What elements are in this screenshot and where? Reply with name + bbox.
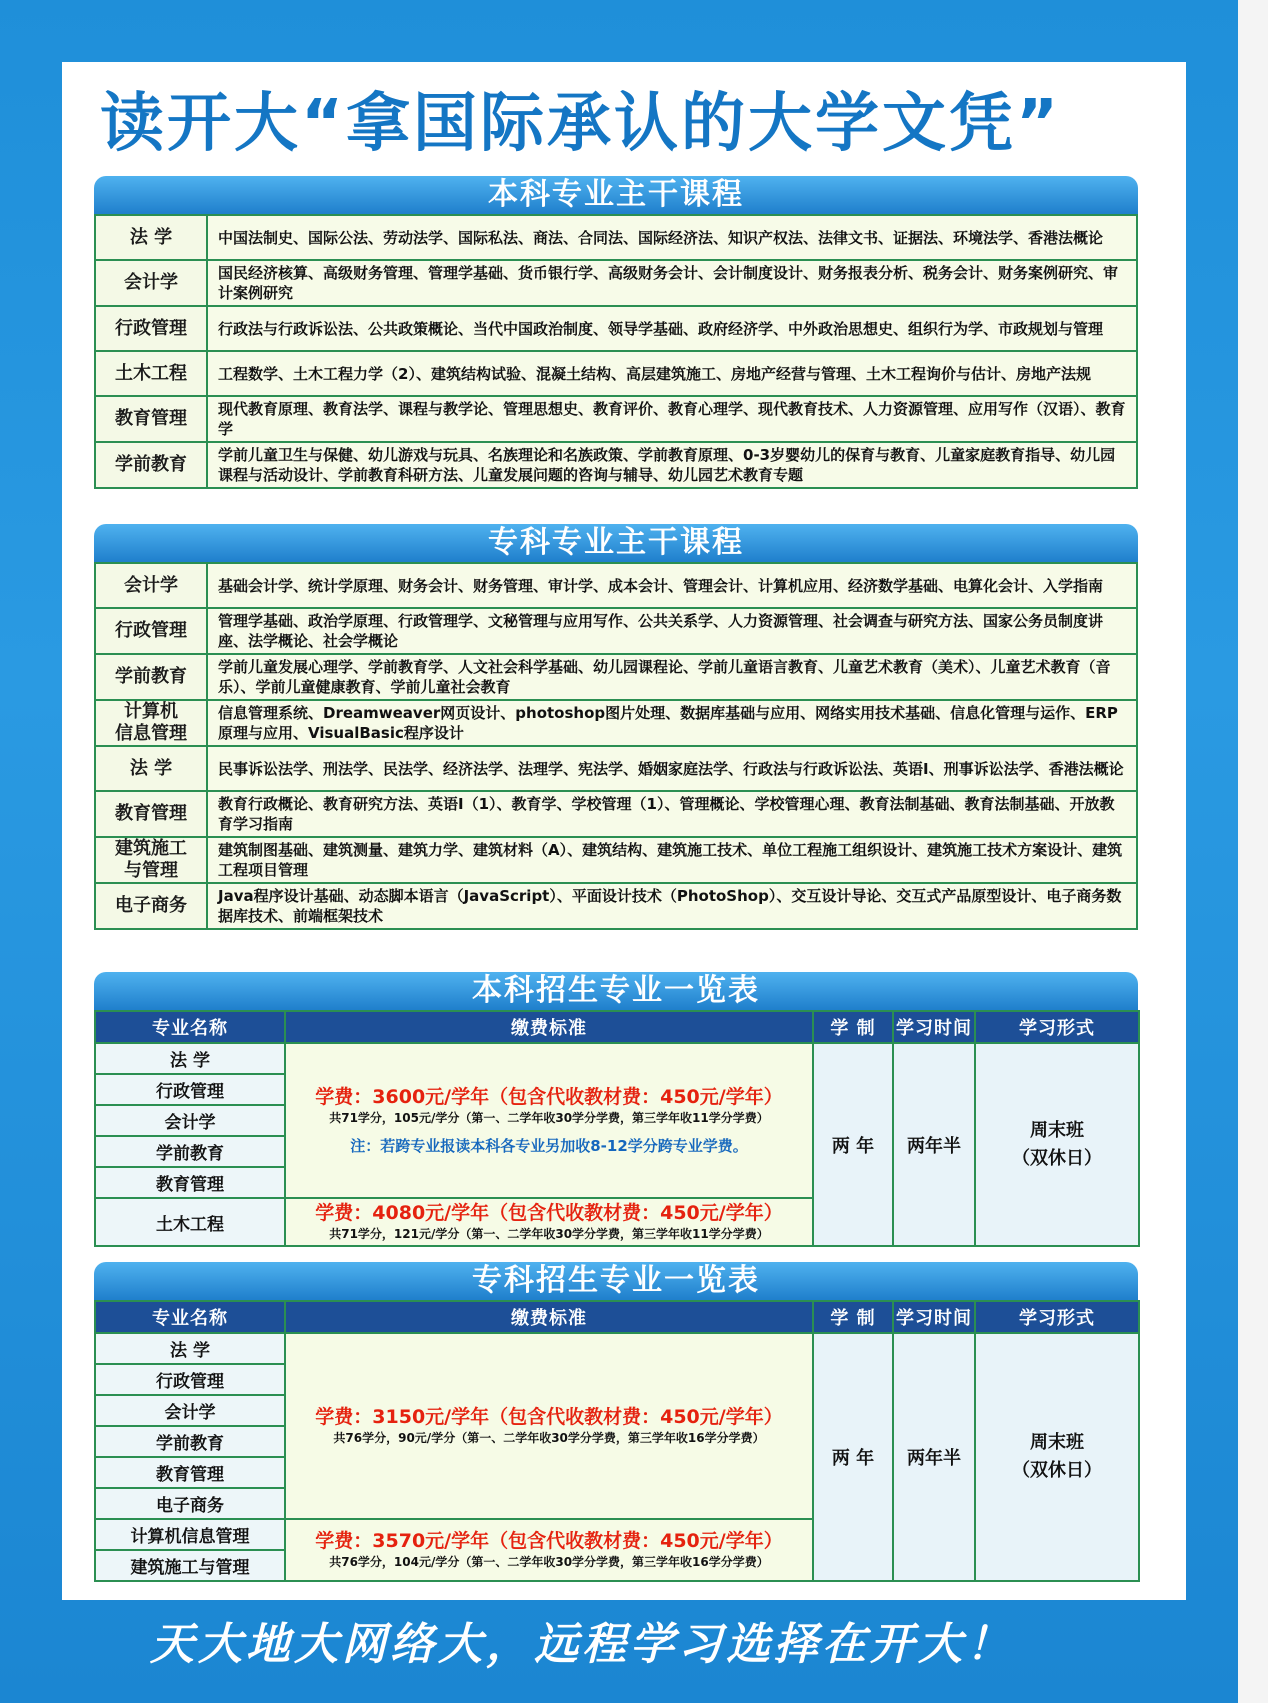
table-header-row bbox=[95, 1301, 1139, 1333]
course-list: Java程序设计基础、动态脚本语言（JavaScript）、平面设计技术（PhotoShop）、交互设计导论、交互式产品原型设计、电子商务数据库技术、前端框架技术 bbox=[207, 883, 1137, 929]
fee-detail: 共71学分，105元/学分（第一、二学年收30学分学费，第三学年收11学分学费） bbox=[329, 1110, 769, 1125]
page-title: 读开大“拿国际承认的大学文凭” bbox=[100, 87, 1062, 161]
course-row bbox=[95, 396, 1137, 442]
duration-cell: 两 年 bbox=[813, 1043, 893, 1246]
col-study-form: 学习形式 bbox=[975, 1011, 1139, 1043]
fee-detail: 共71学分，121元/学分（第一、二学年收30学分学费，第三学年收11学分学费） bbox=[329, 1227, 769, 1241]
fee-cell bbox=[285, 1519, 813, 1581]
course-row bbox=[95, 837, 1137, 883]
undergrad-courses-table bbox=[94, 214, 1138, 489]
col-study-time: 学习时间 bbox=[893, 1011, 975, 1043]
course-row bbox=[95, 563, 1137, 608]
college-courses-section bbox=[94, 524, 1138, 930]
course-list: 现代教育原理、教育法学、课程与教学论、管理思想史、教育评价、教育心理学、现代教育技术、人力资源管理、应用写作（汉语）、教育学 bbox=[207, 396, 1137, 442]
course-major-name: 会计学 bbox=[95, 260, 207, 306]
major-name: 计算机信息管理 bbox=[95, 1519, 285, 1550]
table-header-row bbox=[95, 1011, 1139, 1043]
course-list: 基础会计学、统计学原理、财务会计、财务管理、审计学、成本会计、管理会计、计算机应用、经济数学基础、电算化会计、入学指南 bbox=[207, 563, 1137, 608]
major-name: 建筑施工与管理 bbox=[95, 1550, 285, 1581]
study-form-line1: 周末班 bbox=[1030, 1432, 1084, 1453]
table-row bbox=[95, 1333, 1139, 1364]
course-list: 民事诉讼法学、刑法学、民法学、经济法学、法理学、宪法学、婚姻家庭法学、行政法与行政诉讼法、英语I、刑事诉讼法学、香港法概论 bbox=[207, 746, 1137, 791]
course-list: 建筑制图基础、建筑测量、建筑力学、建筑材料（A）、建筑结构、建筑施工技术、单位工程施工组织设计、建筑施工技术方案设计、建筑工程项目管理 bbox=[207, 837, 1137, 883]
col-fee: 缴费标准 bbox=[285, 1011, 813, 1043]
major-name: 学前教育 bbox=[95, 1136, 285, 1167]
fee-standard: 学费：4080元/学年（包含代收教材费：450元/学年） bbox=[315, 1202, 783, 1224]
course-major-name: 法 学 bbox=[95, 215, 207, 260]
col-study-time: 学习时间 bbox=[893, 1301, 975, 1333]
course-list: 学前儿童卫生与保健、幼儿游戏与玩具、名族理论和名族政策、学前教育原理、0-3岁婴幼儿的保育与教育、儿童家庭教育指导、幼儿园课程与活动设计、学前教育科研方法、儿童发展问题的咨询与辅导、幼儿园艺术教育专题 bbox=[207, 442, 1137, 488]
course-row bbox=[95, 608, 1137, 654]
major-name: 会计学 bbox=[95, 1105, 285, 1136]
undergrad-enroll-section bbox=[94, 972, 1138, 1247]
major-name: 学前教育 bbox=[95, 1426, 285, 1457]
course-row bbox=[95, 306, 1137, 351]
major-name: 电子商务 bbox=[95, 1488, 285, 1519]
col-duration: 学 制 bbox=[813, 1301, 893, 1333]
slogan: 天大地大网络大，远程学习选择在开大！ bbox=[150, 1619, 1014, 1670]
course-major-name: 行政管理 bbox=[95, 306, 207, 351]
duration-cell: 两 年 bbox=[813, 1333, 893, 1581]
study-form-line2: （双休日） bbox=[1012, 1147, 1102, 1169]
study-form-line1: 周末班 bbox=[1030, 1119, 1084, 1141]
study-form-cell bbox=[975, 1043, 1139, 1246]
course-row bbox=[95, 351, 1137, 396]
course-major-name: 法 学 bbox=[95, 746, 207, 791]
course-major-name: 教育管理 bbox=[95, 396, 207, 442]
course-row bbox=[95, 791, 1137, 837]
major-name: 行政管理 bbox=[95, 1074, 285, 1105]
course-list: 管理学基础、政治学原理、行政管理学、文秘管理与应用写作、公共关系学、人力资源管理、社会调查与研究方法、国家公务员制度讲座、法学概论、社会学概论 bbox=[207, 608, 1137, 654]
course-row bbox=[95, 700, 1137, 746]
col-fee: 缴费标准 bbox=[285, 1301, 813, 1333]
undergrad-courses-heading: 本科专业主干课程 bbox=[94, 176, 1138, 214]
study-time-cell: 两年半 bbox=[893, 1043, 975, 1246]
study-form-line2: （双休日） bbox=[1012, 1460, 1102, 1481]
major-name: 土木工程 bbox=[95, 1198, 285, 1246]
course-list: 国民经济核算、高级财务管理、管理学基础、货币银行学、高级财务会计、会计制度设计、财务报表分析、税务会计、财务案例研究、审计案例研究 bbox=[207, 260, 1137, 306]
undergrad-courses-section bbox=[94, 176, 1138, 489]
college-enroll-table bbox=[94, 1300, 1140, 1582]
fee-standard: 学费：3570元/学年（包含代收教材费：450元/学年） bbox=[315, 1530, 783, 1552]
undergrad-enroll-heading: 本科招生专业一览表 bbox=[94, 972, 1138, 1010]
course-row bbox=[95, 442, 1137, 488]
course-row bbox=[95, 654, 1137, 700]
fee-cell bbox=[285, 1333, 813, 1519]
table-row bbox=[95, 1043, 1139, 1074]
col-major: 专业名称 bbox=[95, 1301, 285, 1333]
college-enroll-heading: 专科招生专业一览表 bbox=[94, 1262, 1138, 1300]
course-list: 行政法与行政诉讼法、公共政策概论、当代中国政治制度、领导学基础、政府经济学、中外政治思想史、组织行为学、市政规划与管理 bbox=[207, 306, 1137, 351]
college-enroll-section bbox=[94, 1262, 1138, 1582]
course-list: 学前儿童发展心理学、学前教育学、人文社会科学基础、幼儿园课程论、学前儿童语言教育、儿童艺术教育（美术）、儿童艺术教育（音乐）、学前儿童健康教育、学前儿童社会教育 bbox=[207, 654, 1137, 700]
course-major-name: 教育管理 bbox=[95, 791, 207, 837]
fee-standard: 学费：3150元/学年（包含代收教材费：450元/学年） bbox=[315, 1406, 783, 1428]
fee-note: 注：若跨专业报读本科各专业另加收8-12学分跨专业学费。 bbox=[350, 1136, 748, 1155]
course-major-name: 学前教育 bbox=[95, 442, 207, 488]
scan-edge bbox=[1238, 0, 1268, 1703]
course-row bbox=[95, 215, 1137, 260]
course-list: 教育行政概论、教育研究方法、英语Ⅰ（1）、教育学、学校管理（1）、管理概论、学校管理心理、教育法制基础、教育法制基础、开放教育学习指南 bbox=[207, 791, 1137, 837]
course-list: 中国法制史、国际公法、劳动法学、国际私法、商法、合同法、国际经济法、知识产权法、法律文书、证据法、环境法学、香港法概论 bbox=[207, 215, 1137, 260]
course-major-name: 会计学 bbox=[95, 563, 207, 608]
fee-cell bbox=[285, 1198, 813, 1246]
major-name: 教育管理 bbox=[95, 1457, 285, 1488]
course-major-name: 计算机 信息管理 bbox=[95, 700, 207, 746]
course-major-name: 建筑施工 与管理 bbox=[95, 837, 207, 883]
course-row bbox=[95, 260, 1137, 306]
fee-cell bbox=[285, 1043, 813, 1198]
college-courses-table bbox=[94, 562, 1138, 930]
course-list: 信息管理系统、Dreamweaver网页设计、photoshop图片处理、数据库基础与应用、网络实用技术基础、信息化管理与运作、ERP原理与应用、VisualBasic程序设计 bbox=[207, 700, 1137, 746]
course-major-name: 电子商务 bbox=[95, 883, 207, 929]
course-list: 工程数学、土木工程力学（2）、建筑结构试验、混凝土结构、高层建筑施工、房地产经营与管理、土木工程询价与估计、房地产法规 bbox=[207, 351, 1137, 396]
course-row bbox=[95, 883, 1137, 929]
major-name: 法 学 bbox=[95, 1333, 285, 1364]
major-name: 会计学 bbox=[95, 1395, 285, 1426]
study-time-cell: 两年半 bbox=[893, 1333, 975, 1581]
fee-standard: 学费：3600元/学年（包含代收教材费：450元/学年） bbox=[315, 1085, 783, 1108]
college-courses-heading: 专科专业主干课程 bbox=[94, 524, 1138, 562]
major-name: 行政管理 bbox=[95, 1364, 285, 1395]
course-major-name: 学前教育 bbox=[95, 654, 207, 700]
undergrad-enroll-table bbox=[94, 1010, 1140, 1247]
col-study-form: 学习形式 bbox=[975, 1301, 1139, 1333]
course-row bbox=[95, 746, 1137, 791]
course-major-name: 行政管理 bbox=[95, 608, 207, 654]
major-name: 法 学 bbox=[95, 1043, 285, 1074]
col-major: 专业名称 bbox=[95, 1011, 285, 1043]
major-name: 教育管理 bbox=[95, 1167, 285, 1198]
fee-detail: 共76学分，90元/学分（第一、二学年收30学分学费，第三学年收16学分学费） bbox=[333, 1431, 765, 1445]
col-duration: 学 制 bbox=[813, 1011, 893, 1043]
fee-detail: 共76学分，104元/学分（第一、二学年收30学分学费，第三学年收16学分学费） bbox=[329, 1555, 769, 1569]
study-form-cell bbox=[975, 1333, 1139, 1581]
course-major-name: 土木工程 bbox=[95, 351, 207, 396]
